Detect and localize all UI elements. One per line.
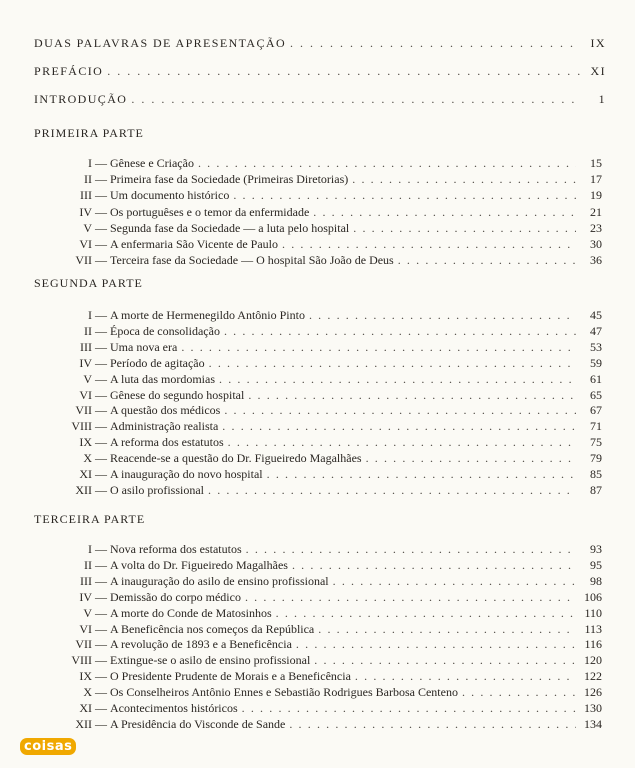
chapter-number: I [88, 308, 92, 322]
toc-entry [30, 156, 602, 170]
chapter-title: Período de agitação [110, 355, 205, 370]
leader-dots [248, 388, 576, 402]
section-heading: SEGUNDA PARTE [34, 276, 143, 290]
chapter-number: V [83, 605, 92, 620]
entry-dash: — [95, 451, 107, 466]
toc-entry [30, 324, 602, 338]
chapter-number: IV [79, 589, 92, 604]
toc-page-number: 75 [590, 435, 602, 450]
toc-entry [30, 451, 602, 465]
toc-prelim-title: INTRODUÇÃO [34, 92, 128, 106]
toc-entry [30, 622, 602, 636]
leader-dots [318, 622, 576, 636]
toc-entry [30, 237, 602, 251]
leader-dots [462, 685, 576, 699]
chapter-number: XII [75, 716, 92, 731]
entry-dash: — [95, 220, 107, 235]
leader-dots [309, 308, 576, 322]
entry-dash: — [95, 669, 107, 684]
leader-dots [245, 590, 576, 604]
chapter-number: III [80, 188, 92, 203]
toc-entry [30, 388, 602, 402]
chapter-title: A enfermaria São Vicente de Paulo [110, 237, 278, 251]
toc-entry [30, 574, 602, 588]
toc-page-number: 30 [590, 237, 602, 251]
chapter-number: II [84, 172, 92, 187]
toc-page-number: 36 [590, 253, 602, 268]
entry-dash: — [95, 467, 107, 481]
chapter-number: V [83, 220, 92, 235]
chapter-title: Acontecimentos históricos [110, 701, 238, 715]
toc-page-number: 110 [584, 605, 602, 620]
entry-dash: — [95, 308, 107, 322]
chapter-title: A Presidência do Visconde de Sande [110, 716, 286, 731]
chapter-title: Terceira fase da Sociedade — O hospital São João de Deus [110, 253, 394, 268]
toc-entry [30, 221, 602, 235]
chapter-title: A inauguração do novo hospital [110, 467, 263, 481]
toc-entry [30, 419, 602, 433]
chapter-number: XII [75, 482, 92, 497]
chapter-title: Administração realista [110, 419, 219, 434]
entry-dash: — [95, 172, 107, 187]
leader-dots [181, 340, 576, 354]
chapter-number: VI [79, 387, 92, 402]
toc-entry [30, 653, 602, 667]
chapter-title: Gênese do segundo hospital [110, 387, 245, 402]
leader-dots [107, 64, 580, 78]
leader-dots [242, 701, 576, 715]
entry-dash: — [95, 482, 107, 497]
chapter-number: V [83, 371, 92, 386]
chapter-title: A reforma dos estatutos [110, 435, 224, 450]
toc-entry [30, 435, 602, 449]
toc-prelim-prefacio [34, 64, 606, 78]
chapter-number: I [88, 156, 92, 170]
toc-page-number: 98 [590, 573, 602, 588]
chapter-title: Extingue-se o asilo de ensino profissional [110, 653, 311, 668]
chapter-number: X [83, 685, 92, 700]
entry-dash: — [95, 637, 107, 652]
chapter-title: A morte do Conde de Matosinhos [110, 605, 272, 620]
leader-dots [228, 435, 576, 449]
entry-dash: — [95, 435, 107, 450]
toc-entry [30, 253, 602, 267]
toc-entry [30, 717, 602, 731]
leader-dots [296, 637, 576, 651]
leader-dots [233, 188, 576, 202]
entry-dash: — [95, 542, 107, 556]
section-heading: PRIMEIRA PARTE [34, 126, 144, 140]
toc-entry [30, 558, 602, 572]
leader-dots [267, 467, 576, 481]
chapter-title: Os portuguêses e o temor da enfermidade [110, 204, 310, 219]
entry-dash: — [95, 387, 107, 402]
toc-page-number: 47 [590, 323, 602, 338]
toc-prelim-title: PREFÁCIO [34, 64, 104, 78]
entry-dash: — [95, 685, 107, 700]
chapter-title: Nova reforma dos estatutos [110, 542, 242, 556]
toc-prelim-apresentacao [34, 36, 606, 50]
toc-entry [30, 685, 602, 699]
chapter-number: VI [79, 237, 92, 251]
toc-prelim-title: DUAS PALAVRAS DE APRESENTAÇÃO [34, 36, 287, 50]
toc-page-number: 116 [584, 637, 602, 652]
entry-dash: — [95, 621, 107, 636]
entry-dash: — [95, 253, 107, 268]
toc-page-number: 59 [590, 355, 602, 370]
chapter-number: XI [79, 701, 92, 715]
entry-dash: — [95, 589, 107, 604]
toc-page-number: 113 [584, 621, 602, 636]
leader-dots [276, 606, 576, 620]
toc-entry [30, 205, 602, 219]
entry-dash: — [95, 573, 107, 588]
leader-dots [282, 237, 576, 251]
chapter-title: Época de consolidação [110, 323, 220, 338]
toc-page-number: 106 [584, 589, 602, 604]
leader-dots [208, 483, 576, 497]
toc-page-number: IX [590, 36, 606, 50]
toc-page-number: 126 [584, 685, 602, 700]
chapter-title: Segunda fase da Sociedade — a luta pelo hospital [110, 220, 350, 235]
toc-page-number: 53 [590, 339, 602, 354]
toc-page-number: 17 [590, 172, 602, 187]
toc-entry [30, 637, 602, 651]
entry-dash: — [95, 419, 107, 434]
toc-entry [30, 188, 602, 202]
chapter-title: A questão dos médicos [110, 403, 221, 418]
section-heading: TERCEIRA PARTE [34, 512, 146, 526]
chapter-number: VII [75, 253, 92, 268]
entry-dash: — [95, 323, 107, 338]
toc-entry [30, 467, 602, 481]
chapter-number: IV [79, 355, 92, 370]
toc-entry [30, 308, 602, 322]
toc-page-number: 122 [584, 669, 602, 684]
chapter-title: Um documento histórico [110, 188, 230, 203]
chapter-title: O asilo profissional [110, 482, 204, 497]
entry-dash: — [95, 156, 107, 170]
toc-page-number: 71 [590, 419, 602, 434]
leader-dots [219, 372, 576, 386]
entry-dash: — [95, 653, 107, 668]
toc-entry [30, 372, 602, 386]
leader-dots [313, 205, 576, 219]
toc-page-number: 67 [590, 403, 602, 418]
toc-page-number: 87 [590, 482, 602, 497]
chapter-title: Primeira fase da Sociedade (Primeiras Diretorias) [110, 172, 349, 187]
entry-dash: — [95, 557, 107, 572]
toc-page-number: 79 [590, 451, 602, 466]
toc-entry [30, 356, 602, 370]
toc-entry [30, 590, 602, 604]
chapter-number: IX [79, 435, 92, 450]
toc-page-number: XI [590, 64, 606, 78]
toc-page-number: 21 [590, 204, 602, 219]
chapter-title: A Beneficência nos começos da República [110, 621, 315, 636]
entry-dash: — [95, 716, 107, 731]
leader-dots [131, 92, 580, 106]
leader-dots [398, 253, 576, 267]
chapter-title: Os Conselheiros Antônio Ennes e Sebastião Rodrigues Barbosa Centeno [110, 685, 458, 700]
leader-dots [352, 172, 576, 186]
entry-dash: — [95, 403, 107, 418]
chapter-title: Gênese e Criação [110, 156, 194, 170]
toc-page-number: 95 [590, 557, 602, 572]
toc-page-number: 15 [590, 156, 602, 170]
chapter-title: A morte de Hermenegildo Antônio Pinto [110, 308, 305, 322]
leader-dots [353, 221, 576, 235]
toc-entry [30, 606, 602, 620]
chapter-title: A revolução de 1893 e a Beneficência [110, 637, 292, 652]
chapter-title: O Presidente Prudente de Morais e a Beneficência [110, 669, 351, 684]
chapter-number: II [84, 557, 92, 572]
entry-dash: — [95, 204, 107, 219]
toc-entry [30, 669, 602, 683]
chapter-number: VII [75, 403, 92, 418]
entry-dash: — [95, 339, 107, 354]
chapter-number: II [84, 323, 92, 338]
toc-page-number: 93 [590, 542, 602, 556]
toc-entry [30, 483, 602, 497]
entry-dash: — [95, 188, 107, 203]
entry-dash: — [95, 605, 107, 620]
toc-page-number: 45 [590, 308, 602, 322]
leader-dots [224, 324, 576, 338]
toc-page-number: 61 [590, 371, 602, 386]
leader-dots [198, 156, 576, 170]
toc-prelim-introducao [34, 92, 606, 106]
toc-entry [30, 172, 602, 186]
leader-dots [224, 403, 576, 417]
toc-page-number: 19 [590, 188, 602, 203]
toc-page-number: 130 [584, 701, 602, 715]
toc-entry [30, 403, 602, 417]
chapter-number: VII [75, 637, 92, 652]
leader-dots [366, 451, 576, 465]
chapter-title: Demissão do corpo médico [110, 589, 241, 604]
toc-page-number: 1 [598, 92, 606, 106]
chapter-number: VIII [71, 653, 92, 668]
toc-page-number: 120 [584, 653, 602, 668]
chapter-number: X [83, 451, 92, 466]
chapter-number: III [80, 339, 92, 354]
toc-entry [30, 340, 602, 354]
toc-page-number: 65 [590, 387, 602, 402]
chapter-number: VIII [71, 419, 92, 434]
chapter-title: A inauguração do asilo de ensino profissional [110, 573, 329, 588]
leader-dots [222, 419, 576, 433]
toc-page-number: 134 [584, 716, 602, 731]
leader-dots [314, 653, 576, 667]
entry-dash: — [95, 355, 107, 370]
chapter-number: VI [79, 621, 92, 636]
chapter-number: IX [79, 669, 92, 684]
toc-entry [30, 701, 602, 715]
toc-page-number: 23 [590, 220, 602, 235]
leader-dots [333, 574, 576, 588]
chapter-title: A volta do Dr. Figueiredo Magalhães [110, 557, 288, 572]
entry-dash: — [95, 371, 107, 386]
leader-dots [209, 356, 576, 370]
chapter-number: XI [79, 467, 92, 481]
watermark-logo: coisas [20, 738, 76, 755]
leader-dots [292, 558, 576, 572]
chapter-title: A luta das mordomias [110, 371, 215, 386]
toc-entry [30, 542, 602, 556]
chapter-number: I [88, 542, 92, 556]
leader-dots [355, 669, 576, 683]
toc-page-number: 85 [590, 467, 602, 481]
chapter-number: III [80, 573, 92, 588]
chapter-number: IV [79, 204, 92, 219]
entry-dash: — [95, 237, 107, 251]
leader-dots [289, 717, 576, 731]
chapter-title: Reacende-se a questão do Dr. Figueiredo Magalhães [110, 451, 362, 466]
leader-dots [290, 36, 580, 50]
leader-dots [246, 542, 576, 556]
entry-dash: — [95, 701, 107, 715]
chapter-title: Uma nova era [110, 339, 178, 354]
